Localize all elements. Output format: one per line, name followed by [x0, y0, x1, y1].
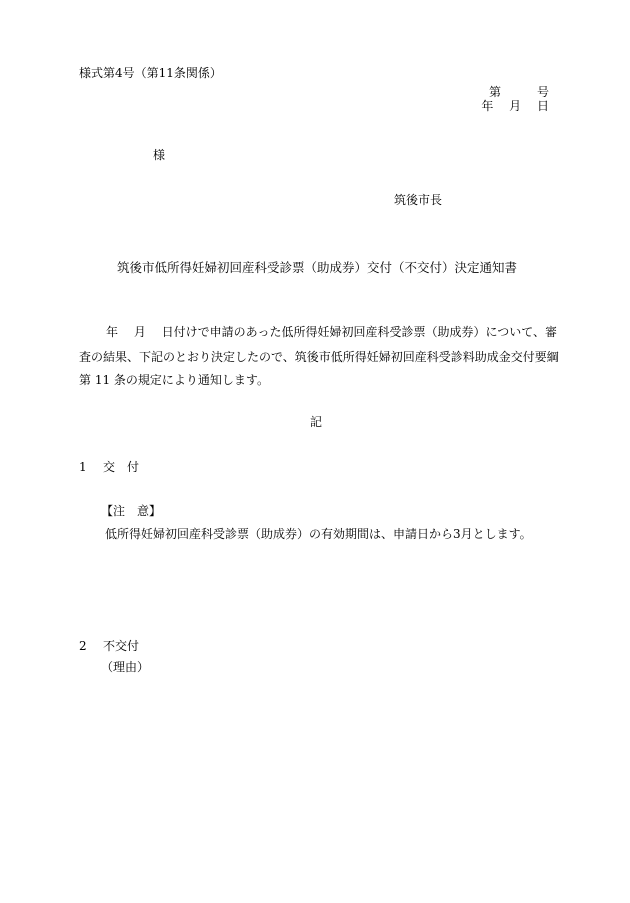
section-2-heading: 不交付 — [103, 639, 140, 653]
section-1-heading: 交 付 — [103, 460, 140, 474]
sender-title: 筑後市長 — [394, 193, 443, 207]
recipient-honorific: 様 — [153, 148, 166, 162]
section-1-number: 1 — [79, 460, 87, 474]
section-2-number: 2 — [79, 639, 87, 653]
note-text: 低所得妊婦初回産科受診票（助成券）の有効期間は、申請日から3月とします。 — [105, 527, 532, 541]
date-label: 年 月 日 — [481, 99, 549, 113]
body-line-2: 査の結果、下記のとおり決定したので、筑後市低所得妊婦初回産科受診料助成金交付要綱 — [79, 350, 559, 364]
document-number-label: 第 号 — [488, 85, 549, 99]
form-number: 様式第4号（第11条関係） — [79, 66, 222, 80]
document-title: 筑後市低所得妊婦初回産科受診票（助成券）交付（不交付）決定通知書 — [117, 260, 518, 275]
ki-label: 記 — [310, 415, 323, 429]
note-label: 【注 意】 — [101, 504, 162, 518]
reason-label: （理由） — [101, 660, 150, 674]
body-line-1: 年 月 日付けで申請のあった低所得妊婦初回産科受診票（助成券）について、審 — [106, 325, 558, 339]
body-line-3: 第 11 条の規定により通知します。 — [79, 373, 269, 387]
